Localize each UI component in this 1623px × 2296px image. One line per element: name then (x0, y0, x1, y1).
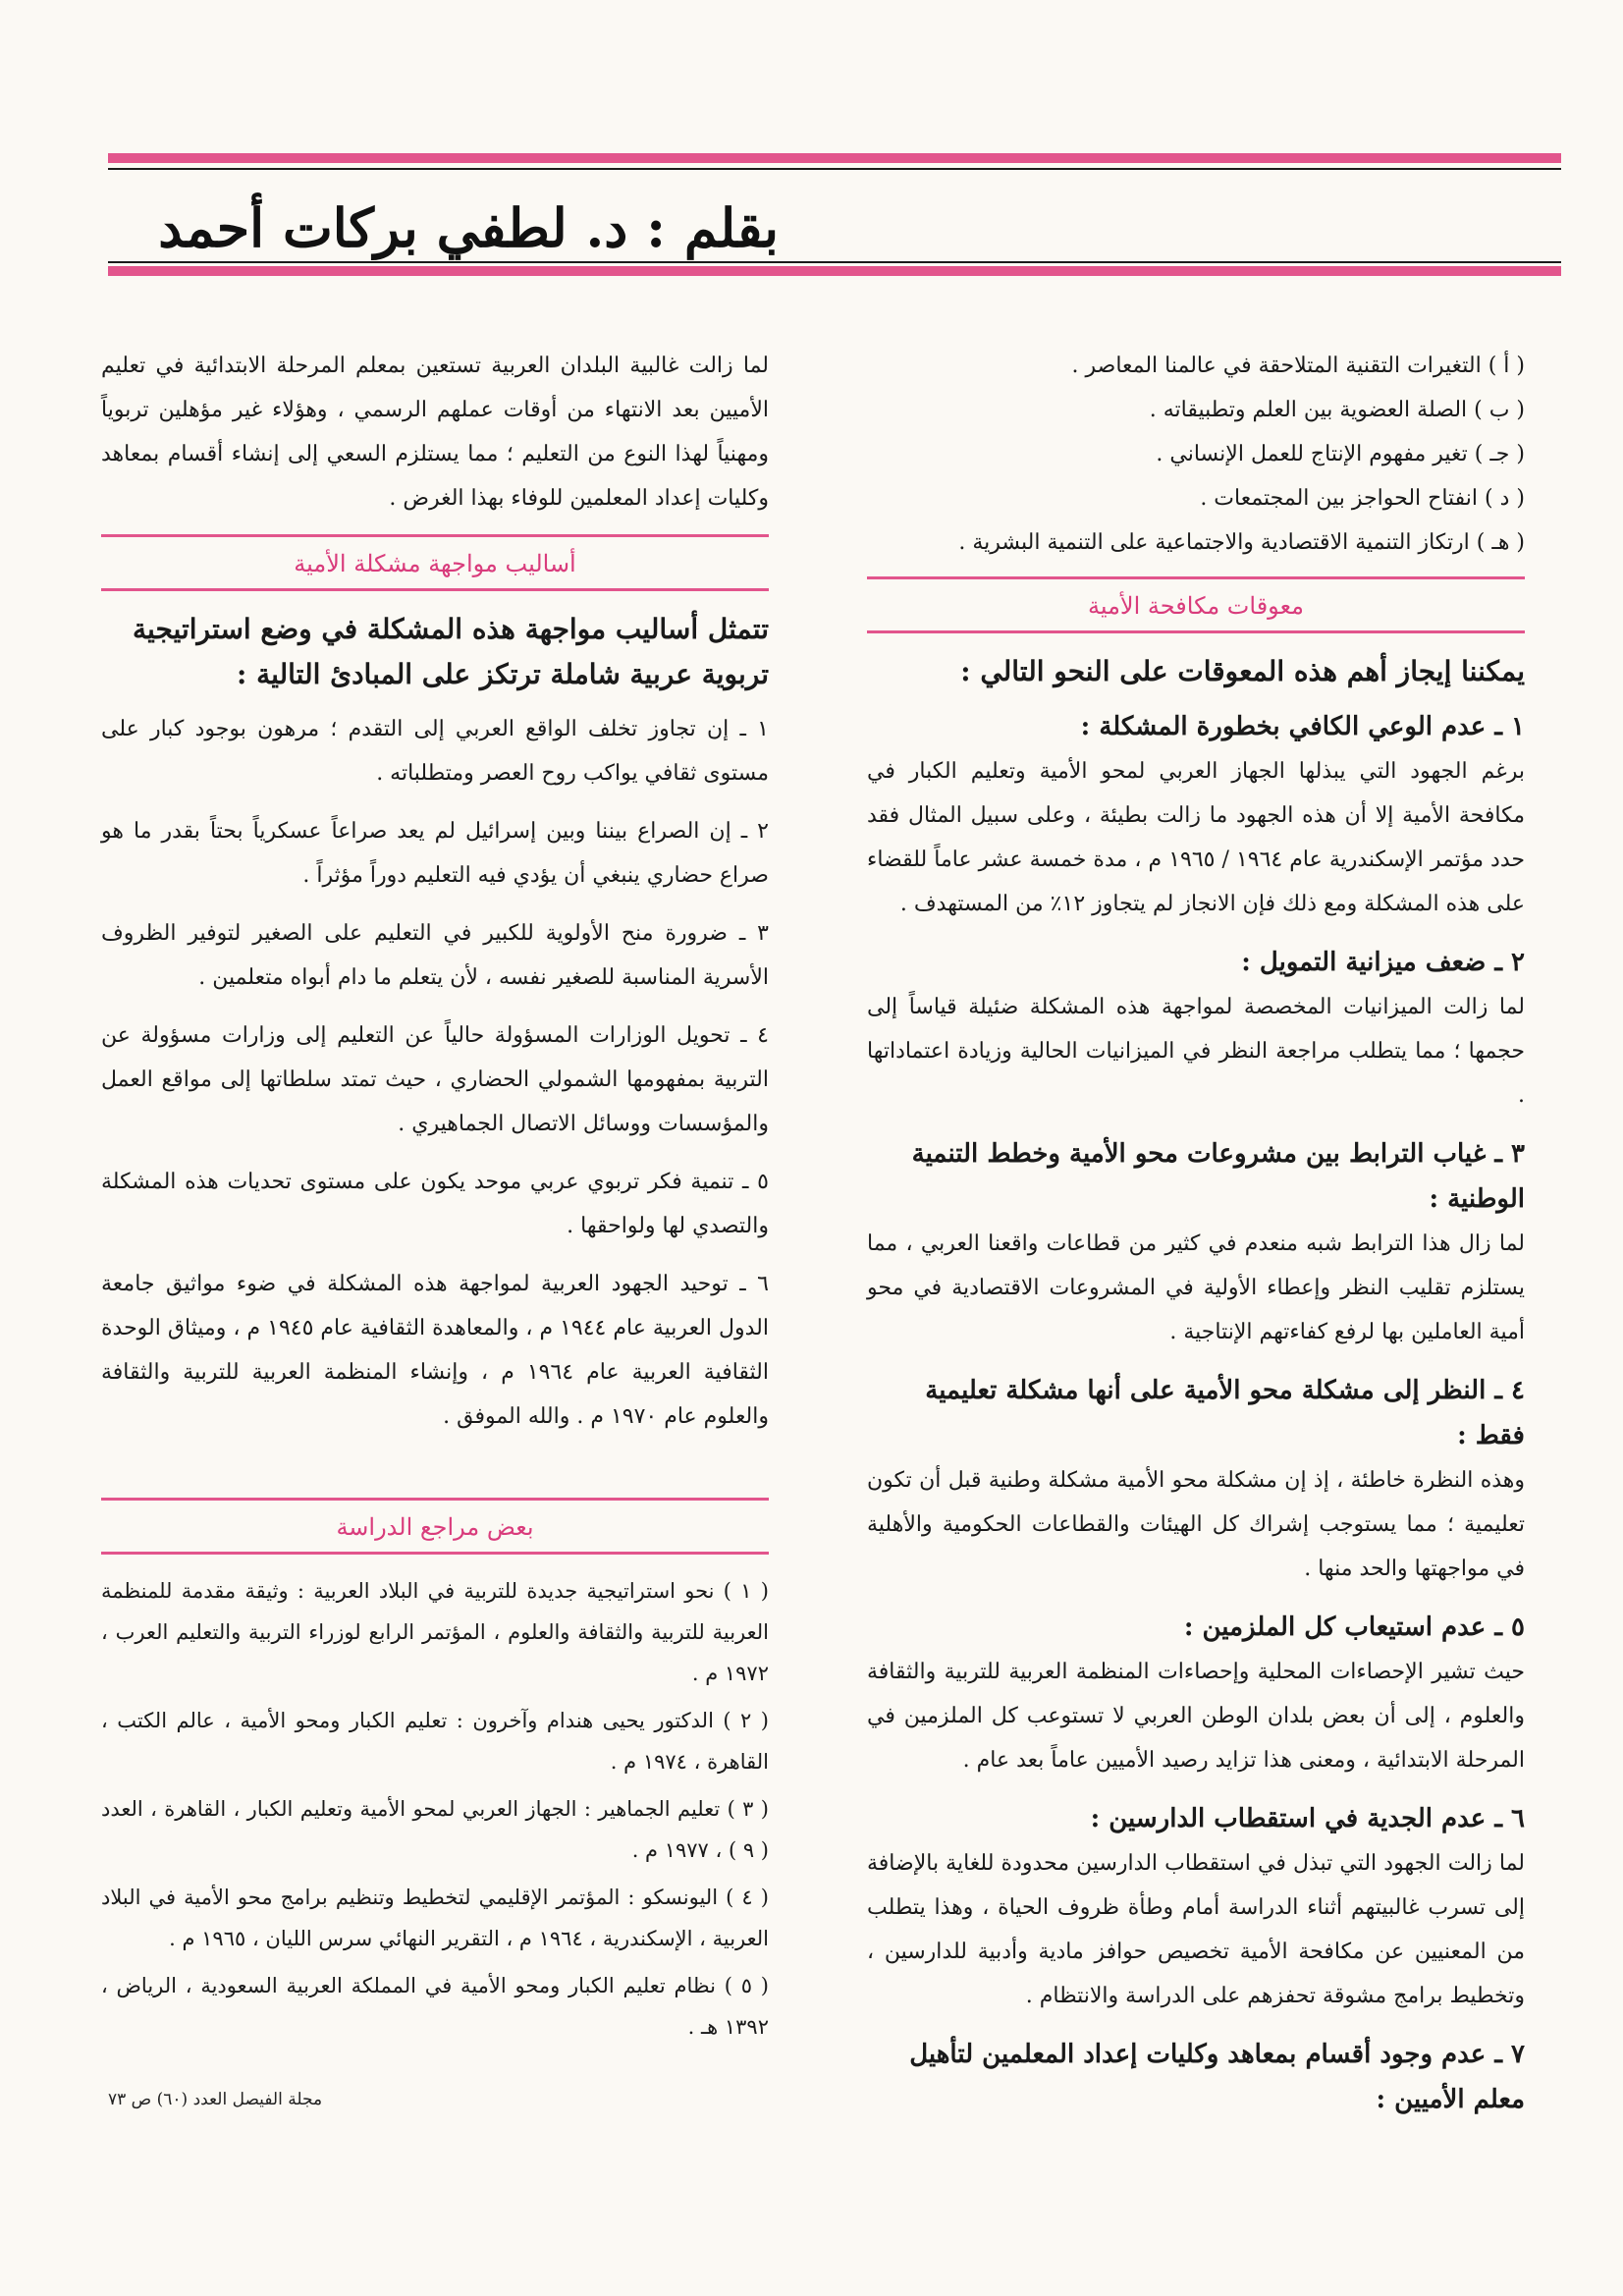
section-title: أساليب مواجهة مشكلة الأمية (294, 550, 576, 577)
item-title: ٤ ـ النظر إلى مشكلة محو الأمية على أنها مشكلة تعليمية فقط : (925, 1376, 1525, 1450)
section-rule (101, 1552, 769, 1555)
page-footer: مجلة الفيصل العدد (٦٠) ص ٧٣ (108, 2090, 323, 2109)
section-heading (101, 1498, 769, 1555)
section-title: بعض مراجع الدراسة (336, 1513, 534, 1541)
principle-item: ٦ ـ توحيد الجهود العربية لمواجهة هذه المشكلة في ضوء مواثيق جامعة الدول العربية عام ١٩٤٤ م ، والمعاهدة الثقافية عام ١٩٤٥ م ، وميثاق الوحدة الثقافية العربية عام ١٩٦٤ م ، وإنشاء المنظمة العربية للتربية والثقافة والعلوم عام ١٩٧٠ م . والله الموفق . (101, 1272, 769, 1429)
reference-item: ( ٤ ) اليونسكو : المؤتمر الإقليمي لتخطيط وتنظيم برامج محو الأمية في البلاد العربية ، الإسكندرية ، ١٩٦٤ م ، التقرير النهائي سرس الليان ، ١٩٦٥ م . (101, 1886, 769, 1950)
list-item: ( أ ) التغيرات التقنية المتلاحقة في عالمنا المعاصر . (1071, 354, 1525, 378)
header-rule-bottom-thin (108, 261, 1561, 263)
references-list (101, 1570, 769, 2048)
header-rule-top (108, 153, 1561, 163)
header-rule-bottom (108, 266, 1561, 276)
item-title: ٧ ـ عدم وجود أقسام بمعاهد وكليات إعداد المعلمين لتأهيل معلم الأميين : (909, 2040, 1525, 2114)
principle-item: ١ ـ إن تجاوز تخلف الواقع العربي إلى التقدم ؛ مرهون بوجود كبار على مستوى ثقافي يواكب روح العصر ومتطلباته . (101, 717, 769, 786)
header-rule-top-thin (108, 168, 1561, 170)
list-item: ( جـ ) تغير مفهوم الإنتاج للعمل الإنساني . (1156, 442, 1525, 466)
reference-item: ( ٥ ) نظام تعليم الكبار ومحو الأمية في المملكة العربية السعودية ، الرياض ، ١٣٩٢ هـ . (101, 1974, 769, 2039)
item-title: ١ ـ عدم الوعي الكافي بخطورة المشكلة : (1080, 712, 1525, 741)
reference-item: ( ٣ ) تعليم الجماهير : الجهاز العربي لمحو الأمية وتعليم الكبار ، القاهرة ، العدد ( ٩ ) ، ١٩٧٧ م . (101, 1797, 769, 1862)
item-body: لما زالت الجهود التي تبذل في استقطاب الدارسين محدودة للغاية بالإضافة إلى تسرب غالبيتهم أثناء الدراسة أمام وطأة ظروف الحياة ، وهذا يتطلب من المعنيين عن مكافحة الأمية تخصيص حوافز مادية وأدبية للدارسين ، وتخطيط برامج مشوقة تحفزهم على الدراسة والانتظام . (867, 1851, 1525, 2008)
factor-list (867, 344, 1525, 565)
list-item: ( ب ) الصلة العضوية بين العلم وتطبيقاته . (1149, 398, 1525, 422)
right-column (867, 344, 1525, 2122)
section-heading (101, 534, 769, 591)
item-title: ٢ ـ ضعف ميزانية التمويل : (1241, 948, 1525, 977)
section-title: معوقات مكافحة الأمية (1087, 592, 1305, 620)
reference-item: ( ١ ) نحو استراتيجية جديدة للتربية في البلاد العربية : وثيقة مقدمة للمنظمة العربية للتربية والثقافة والعلوم ، المؤتمر الرابع لوزراء التربية والتعليم العرب ، ١٩٧٢ م . (101, 1579, 769, 1685)
section-intro: يمكننا إيجاز أهم هذه المعوقات على النحو التالي : (960, 655, 1525, 687)
item-body: حيث تشير الإحصاءات المحلية وإحصاءات المنظمة العربية للتربية والثقافة والعلوم ، إلى أن بعض بلدان الوطن العربي لا تستوعب كل الملزمين في المرحلة الابتدائية ، ومعنى هذا تزايد رصيد الأميين عاماً بعد عام . (867, 1660, 1525, 1773)
section-rule (867, 630, 1525, 633)
opening-paragraph: لما زالت غالبية البلدان العربية تستعين بمعلم المرحلة الابتدائية في تعليم الأميين بعد الانتهاء من أوقات عملهم الرسمي ، وهؤلاء غير مؤهلين تربوياً ومهنياً لهذا النوع من التعليم ؛ مما يستلزم السعي إلى إنشاء أقسام بمعاهد وكليات إعداد المعلمين للوفاء بهذا الغرض . (101, 354, 769, 511)
list-item: ( هـ ) ارتكاز التنمية الاقتصادية والاجتماعية على التنمية البشرية . (958, 530, 1525, 555)
section-rule (867, 576, 1525, 579)
section-rule (101, 534, 769, 537)
section-heading (867, 576, 1525, 633)
reference-item: ( ٢ ) الدكتور يحيى هندام وآخرون : تعليم الكبار ومحو الأمية ، عالم الكتب ، القاهرة ، ١٩٧٤ م . (101, 1709, 769, 1774)
item-body: برغم الجهود التي يبذلها الجهاز العربي لمحو الأمية وتعليم الكبار في مكافحة الأمية إلا أن هذه الجهود ما زالت بطيئة ، وعلى سبيل المثال فقد حدد مؤتمر الإسكندرية عام ١٩٦٤ / ١٩٦٥ م ، مدة خمسة عشر عاماً للقضاء على هذه المشكلة ومع ذلك فإن الانجاز لم يتجاوز ١٢٪ من المستهدف . (867, 759, 1525, 916)
left-column (101, 344, 769, 2053)
section-intro: تتمثل أساليب مواجهة هذه المشكلة في وضع استراتيجية تربوية عربية شاملة ترتكز على المبادئ التالية : (132, 613, 769, 690)
item-body: لما زال هذا الترابط شبه منعدم في كثير من قطاعات واقعنا العربي ، مما يستلزم تقليب النظر وإعطاء الأولية في المشروعات الاقتصادية في محو أمية العاملين بها لرفع كفاءتهم الإنتاجية . (867, 1231, 1525, 1344)
principle-item: ٣ ـ ضرورة منح الأولوية للكبير في التعليم على الصغير لتوفير الظروف الأسرية المناسبة للصغير نفسه ، لأن يتعلم ما دام أبواه متعلمين . (101, 921, 769, 990)
principle-item: ٥ ـ تنمية فكر تربوي عربي موحد يكون على مستوى تحديات هذه المشكلة والتصدي لها ولواحقها . (101, 1170, 769, 1238)
item-title: ٥ ـ عدم استيعاب كل الملزمين : (1183, 1613, 1525, 1642)
list-item: ( د ) انفتاح الحواجز بين المجتمعات . (1200, 486, 1525, 511)
item-title: ٦ ـ عدم الجدية في استقطاب الدارسين : (1090, 1804, 1525, 1833)
author-byline: بقلم : د. لطفي بركات أحمد (158, 196, 779, 259)
item-body: لما زالت الميزانيات المخصصة لمواجهة هذه المشكلة ضئيلة قياساً إلى حجمها ؛ مما يتطلب مراجعة النظر في الميزانيات الحالية وزيادة اعتماداتها . (867, 995, 1525, 1108)
principle-item: ٢ ـ إن الصراع بيننا وبين إسرائيل لم يعد صراعاً عسكرياً بحتاً بقدر ما هو صراع حضاري ينبغي أن يؤدي فيه التعليم دوراً مؤثراً . (101, 819, 769, 888)
principle-item: ٤ ـ تحويل الوزارات المسؤولة حالياً عن التعليم إلى وزارات مسؤولة عن التربية بمفهومها الشمولي الحضاري ، حيث تمتد سلطاتها إلى مواقع العمل والمؤسسات ووسائل الاتصال الجماهيري . (101, 1023, 769, 1136)
section-rule (101, 588, 769, 591)
item-title: ٣ ـ غياب الترابط بين مشروعات محو الأمية وخطط التنمية الوطنية : (911, 1139, 1525, 1214)
section-rule (101, 1498, 769, 1501)
item-body: وهذه النظرة خاطئة ، إذ إن مشكلة محو الأمية مشكلة وطنية قبل أن تكون تعليمية ؛ مما يستوجب إشراك كل الهيئات والقطاعات الحكومية والأهلية في مواجهتها والحد منها . (867, 1468, 1525, 1581)
